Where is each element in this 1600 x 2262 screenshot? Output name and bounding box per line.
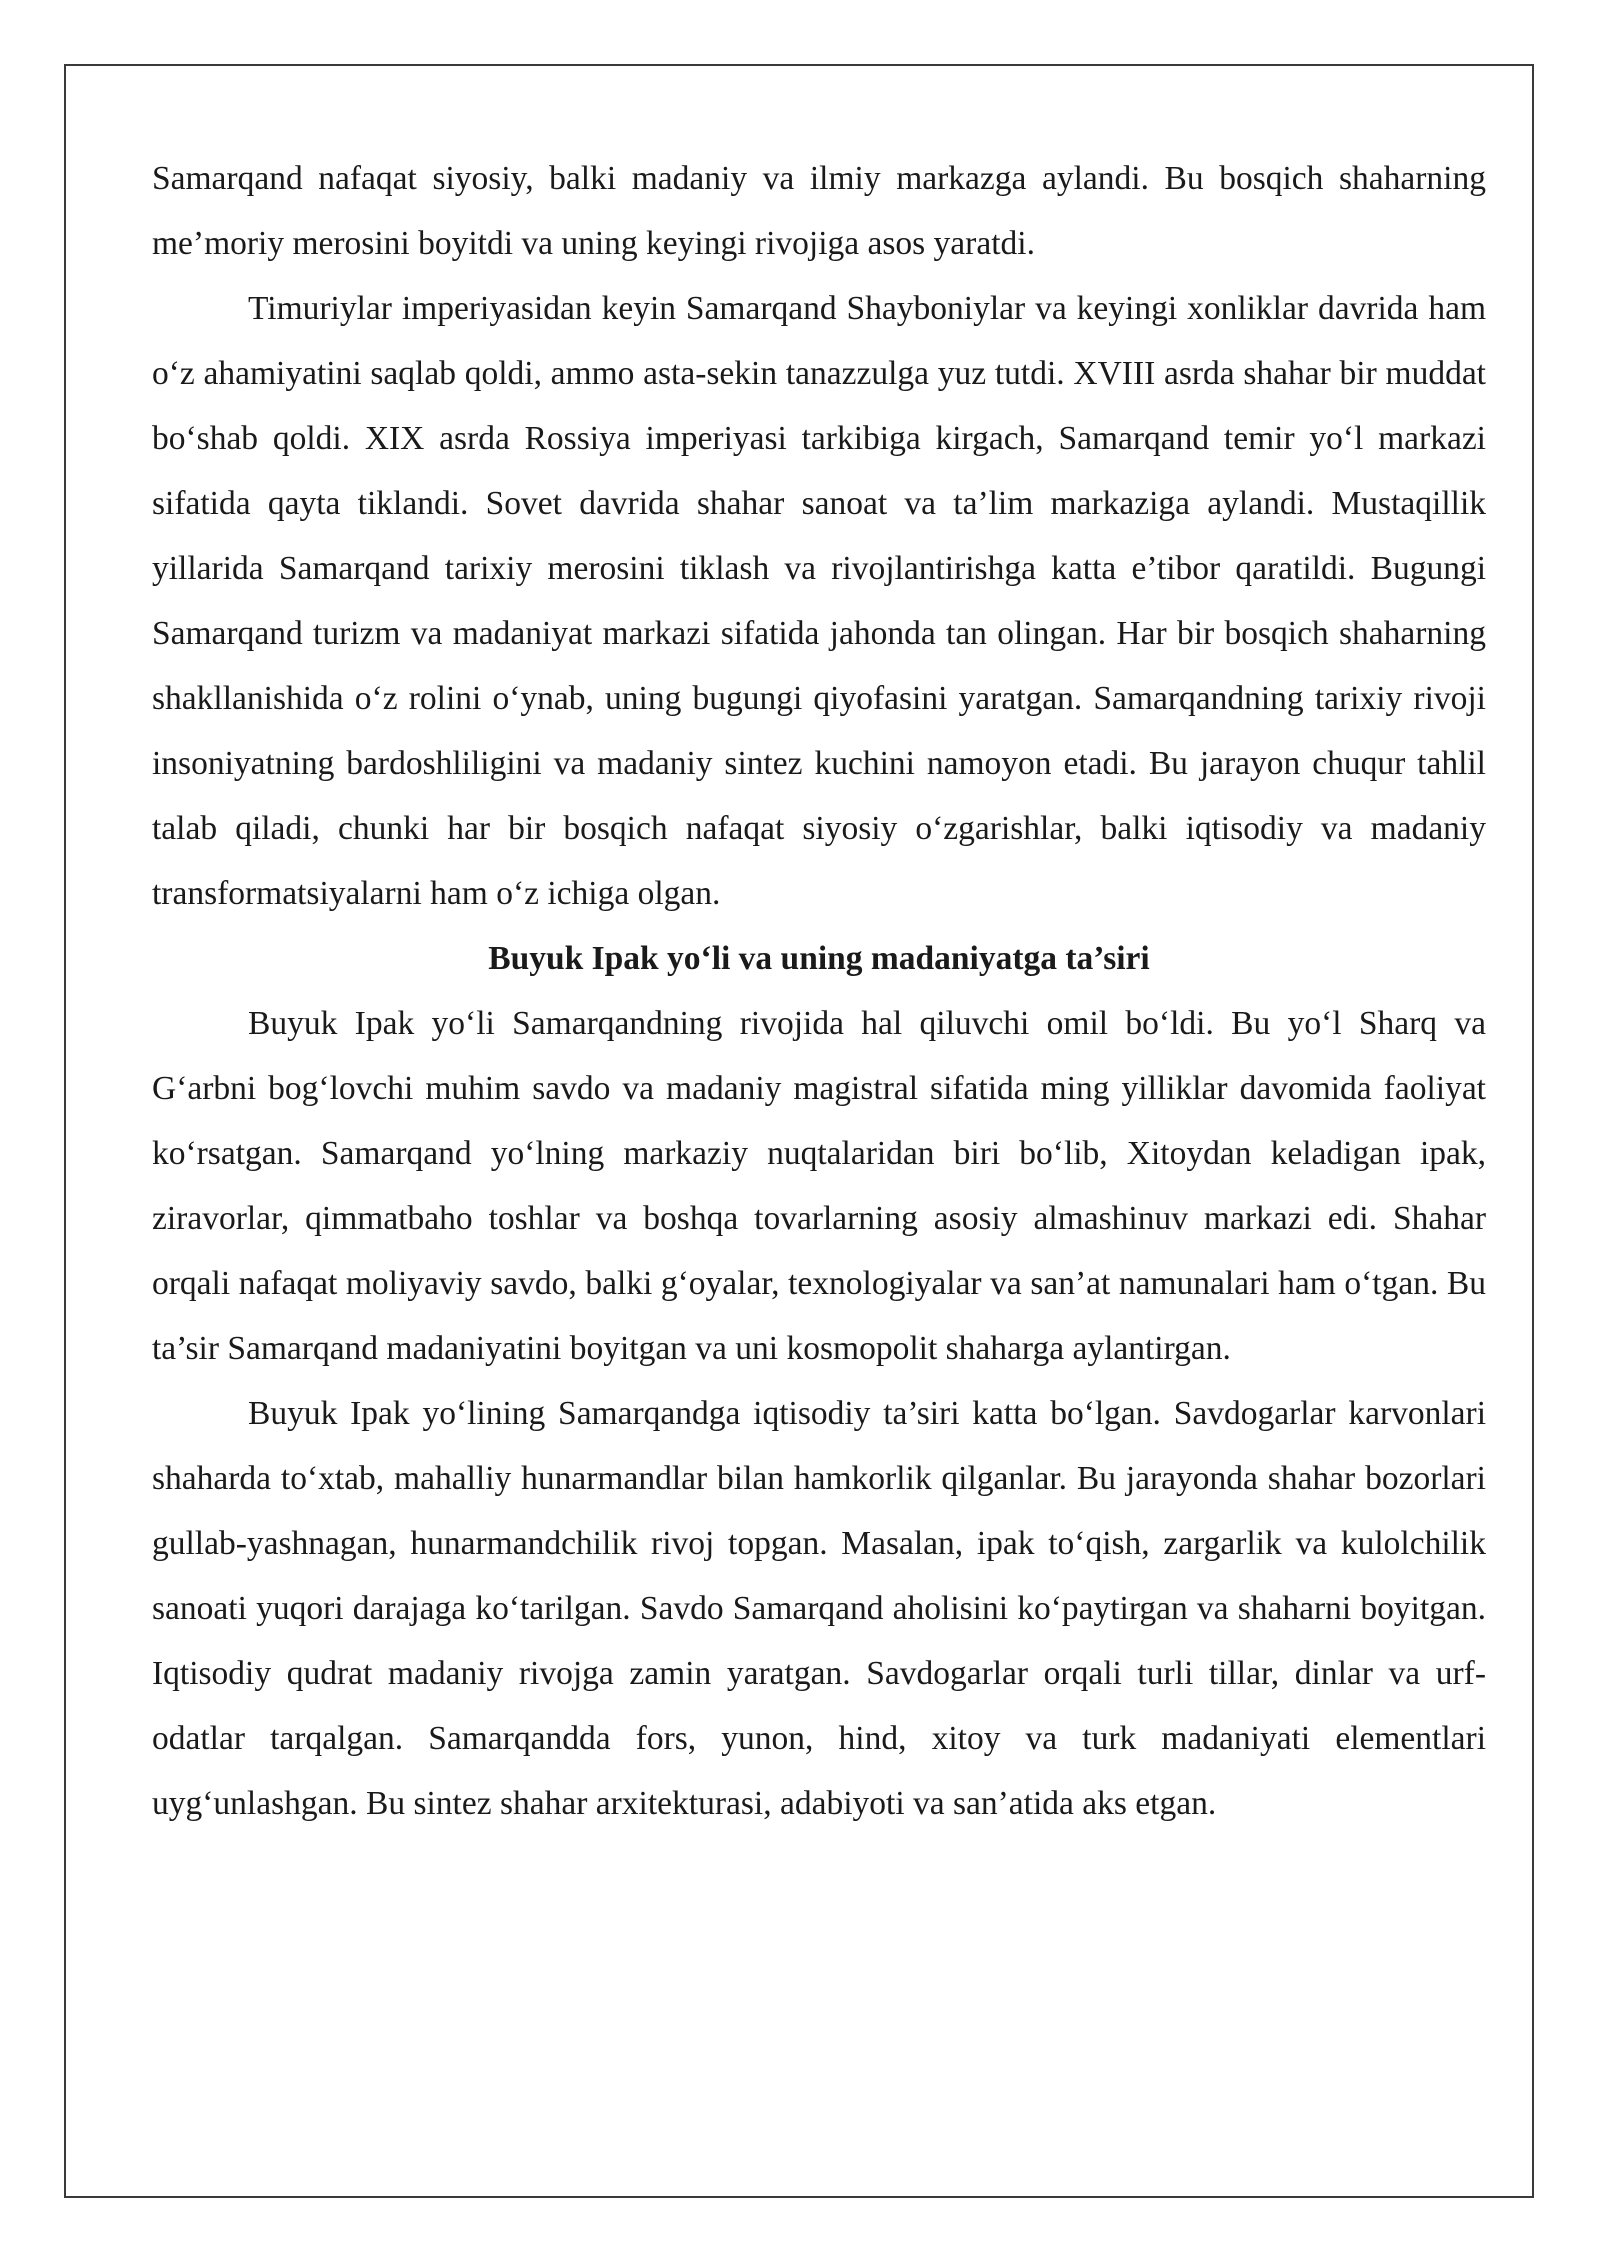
paragraph-1: Samarqand nafaqat siyosiy, balki madaniy va ilmiy markazga aylandi. Bu bosqich shaharning me’moriy merosini boyitdi va uning keyingi rivojiga asos yaratdi.	[152, 160, 1486, 262]
document-body	[152, 146, 1486, 1836]
paragraph-4: Buyuk Ipak yo‘lining Samarqandga iqtisodiy ta’siri katta bo‘lgan. Savdogarlar karvonlari shaharda to‘xtab, mahalliy hunarmandlar bilan hamkorlik qilganlar. Bu jarayonda shahar bozorlari gullab-yashnagan, hunarmandchilik rivoj topgan. Masalan, ipak to‘qish, zargarlik va kulolchilik sanoati yuqori darajaga ko‘tarilgan. Savdo Samarqand aholisini ko‘paytirgan va shaharni boyitgan. Iqtisodiy qudrat madaniy rivojga zamin yaratgan. Savdogarlar orqali turli tillar, dinlar va urf-odatlar tarqalgan. Samarqandda fors, yunon, hind, xitoy va turk madaniyati elementlari uyg‘unlashgan. Bu sintez shahar arxitekturasi, adabiyoti va san’atida aks etgan.	[152, 1395, 1486, 1822]
paragraph-3: Buyuk Ipak yo‘li Samarqandning rivojida hal qiluvchi omil bo‘ldi. Bu yo‘l Sharq va G‘arbni bog‘lovchi muhim savdo va madaniy magistral sifatida ming yilliklar davomida faoliyat ko‘rsatgan. Samarqand yo‘lning markaziy nuqtalaridan biri bo‘lib, Xitoydan keladigan ipak, ziravorlar, qimmatbaho toshlar va boshqa tovarlarning asosiy almashinuv markazi edi. Shahar orqali nafaqat moliyaviy savdo, balki g‘oyalar, texnologiyalar va san’at namunalari ham o‘tgan. Bu ta’sir Samarqand madaniyatini boyitgan va uni kosmopolit shaharga aylantirgan.	[152, 1005, 1486, 1367]
paragraph-2: Timuriylar imperiyasidan keyin Samarqand Shayboniylar va keyingi xonliklar davrida ham o‘z ahamiyatini saqlab qoldi, ammo asta-sekin tanazzulga yuz tutdi. XVIII asrda shahar bir muddat bo‘shab qoldi. XIX asrda Rossiya imperiyasi tarkibiga kirgach, Samarqand temir yo‘l markazi sifatida qayta tiklandi. Sovet davrida shahar sanoat va ta’lim markaziga aylandi. Mustaqillik yillarida Samarqand tarixiy merosini tiklash va rivojlantirishga katta e’tibor qaratildi. Bugungi Samarqand turizm va madaniyat markazi sifatida jahonda tan olingan. Har bir bosqich shaharning shakllanishida o‘z rolini o‘ynab, uning bugungi qiyofasini yaratgan. Samarqandning tarixiy rivoji insoniyatning bardoshliligini va madaniy sintez kuchini namoyon etadi. Bu jarayon chuqur tahlil talab qiladi, chunki har bir bosqich nafaqat siyosiy o‘zgarishlar, balki iqtisodiy va madaniy transformatsiyalarni ham o‘z ichiga olgan.	[152, 290, 1486, 912]
section-heading: Buyuk Ipak yo‘li va uning madaniyatga ta’siri	[488, 940, 1150, 977]
